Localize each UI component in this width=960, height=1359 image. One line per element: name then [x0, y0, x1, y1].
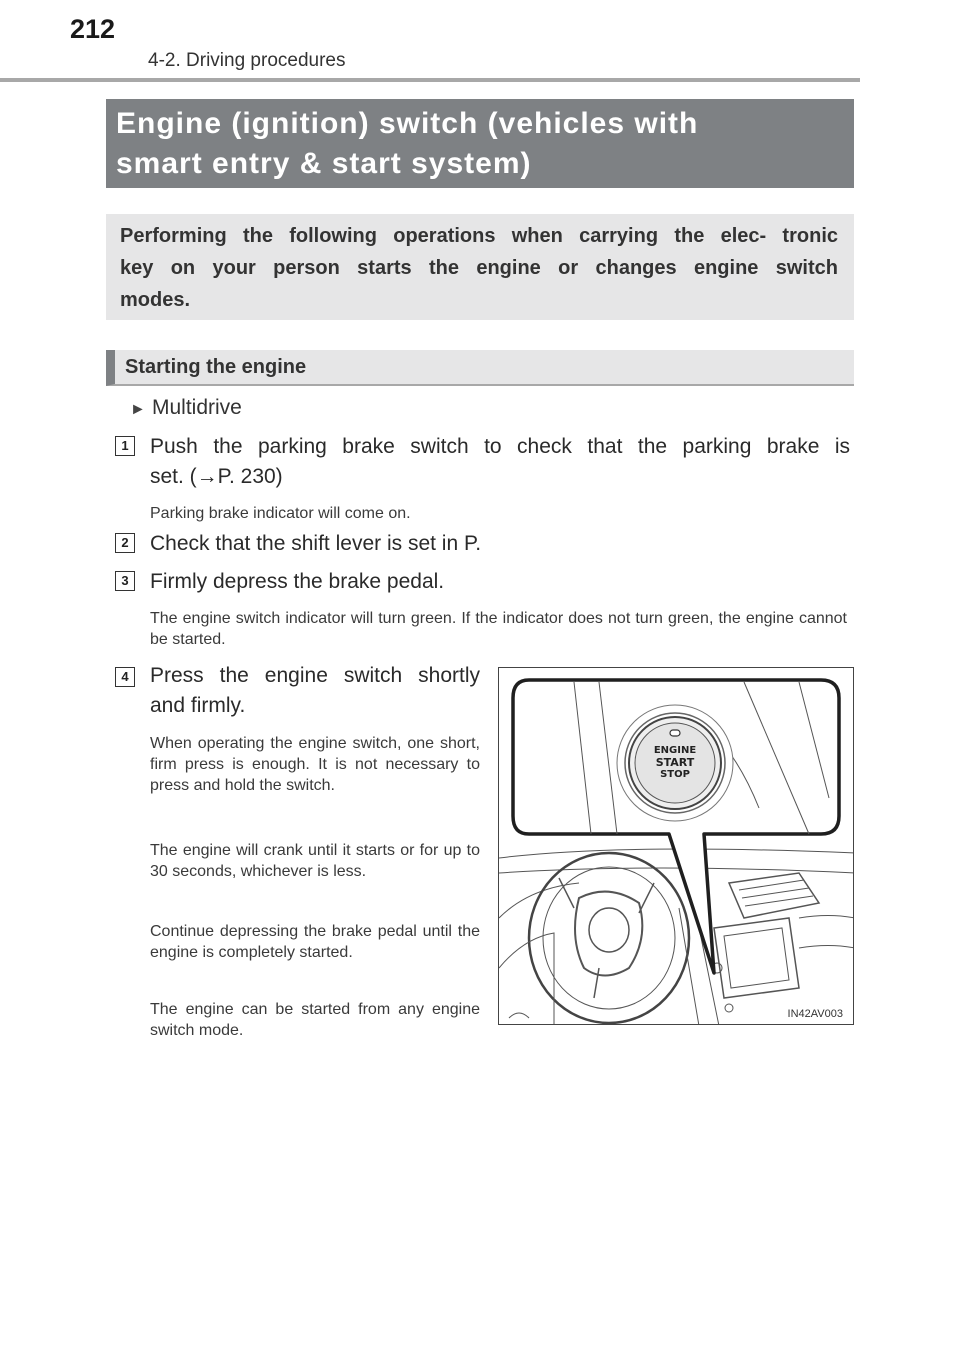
arrow-bullet-icon: ►: [130, 401, 146, 418]
step-1-line-2: set. (→P. 230): [150, 465, 283, 488]
step-4-note-3: Continue depressing the brake pedal until the engine is completely started.: [150, 923, 480, 961]
step-4-note-2: The engine will crank until it starts or for up to 30 seconds, whichever is less.: [150, 842, 480, 880]
page-title: [106, 99, 854, 188]
button-label-engine: ENGINE: [653, 745, 697, 756]
step-1-text: [150, 432, 850, 492]
step-1-note: Parking brake indicator will come on.: [150, 505, 411, 522]
step-1-line-1: Push the parking brake switch to check that the parking brake is: [150, 435, 850, 458]
page-title-line-1: Engine (ignition) switch (vehicles with: [116, 107, 699, 140]
button-label-start: START: [655, 756, 695, 769]
bullet-text: Multidrive: [152, 396, 242, 419]
step-2-text: Check that the shift lever is set in P.: [150, 532, 482, 555]
page-title-line-2: smart entry & start system): [116, 147, 532, 180]
step-4-note-4: The engine can be started from any engine switch mode.: [150, 1001, 480, 1039]
button-label-stop: STOP: [660, 769, 690, 780]
subheading: Starting the engine: [106, 350, 854, 386]
step-3-note: The engine switch indicator will turn green. If the indicator does not turn green, the engine cannot be started.: [150, 610, 847, 648]
step-4-text: [150, 661, 480, 721]
step-number-2: 2: [115, 533, 135, 553]
step-3-text: Firmly depress the brake pedal.: [150, 570, 445, 593]
section-label: 4-2. Driving procedures: [148, 50, 346, 71]
intro-box: Performing the following operations when carrying the elec- tronic key on your person starts the engine or changes engine switch modes.: [106, 214, 854, 320]
header-rule: [0, 78, 860, 82]
step-4-line-1: Press the engine switch shortly: [150, 664, 480, 687]
page-number: 212: [70, 14, 116, 44]
step-4-line-2: and firmly.: [150, 694, 246, 717]
step-number-1: 1: [115, 436, 135, 456]
dashboard-drawing: [499, 668, 854, 1025]
step-number-4: 4: [115, 667, 135, 687]
step-number-3: 3: [115, 571, 135, 591]
bullet-item: [130, 396, 242, 420]
step-4-note-1: When operating the engine switch, one short, firm press is enough. It is not necessary to press and hold the switch.: [150, 735, 480, 794]
engine-switch-illustration: [498, 667, 854, 1025]
figure-code: IN42AV003: [787, 1008, 843, 1020]
button-label: [635, 745, 715, 781]
